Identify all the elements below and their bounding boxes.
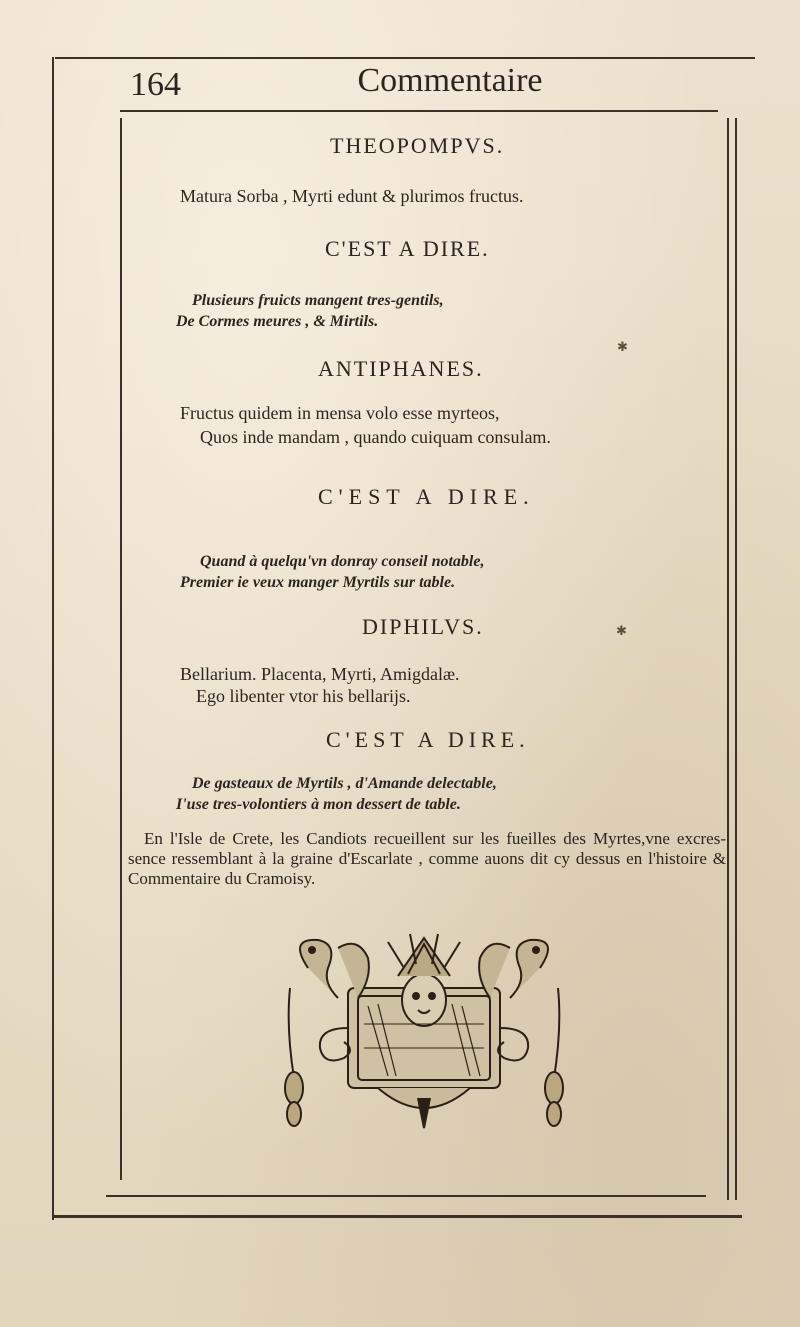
latin-verse: Fructus quidem in mensa volo esse myrteos, (180, 403, 500, 423)
section-heading: ANTIPHANES. (318, 356, 484, 381)
latin-verse: Quos inde mandam , quando cuiquam consulam. (200, 427, 551, 447)
woodcut-ornament-icon (268, 928, 580, 1133)
cest-a-dire-heading: C'EST A DIRE. (325, 236, 490, 261)
cest-a-dire-heading: C'EST A DIRE. (326, 727, 530, 752)
closing-paragraph: En l'Isle de Crete, les Candiots recueillent sur les fueilles des Myrtes,vne excres-sence ressemblant à la graine d'Escarlate , comme auons dit cy dessus en l'histoire & Commentaire du Cramoisy. (128, 829, 726, 888)
french-verse: Plusieurs fruicts mangent tres-gentils, (192, 292, 444, 309)
section-heading: THEOPOMPVS. (330, 133, 505, 158)
cest-a-dire-heading: C'EST A DIRE. (318, 484, 535, 509)
running-title: Commentaire (357, 62, 543, 99)
printer-speck: ✱ (617, 340, 628, 355)
french-verse: De gasteaux de Myrtils , d'Amande delectable, (192, 775, 497, 792)
frame-left-outer-rule (52, 57, 54, 1220)
frame-right-inner-rule (727, 118, 729, 1200)
page-number: 164 (130, 66, 181, 103)
latin-verse: Matura Sorba , Myrti edunt & plurimos fructus. (180, 186, 524, 206)
frame-bottom-outer-rule (52, 1215, 742, 1218)
frame-top-rule (55, 57, 755, 59)
latin-verse: Bellarium. Placenta, Myrti, Amigdalæ. (180, 664, 460, 684)
french-verse: Quand à quelqu'vn donray conseil notable, (200, 553, 485, 570)
french-verse: De Cormes meures , & Mirtils. (176, 313, 379, 330)
french-verse: I'use tres-volontiers à mon dessert de table. (176, 796, 461, 813)
latin-verse: Ego libenter vtor his bellarijs. (196, 686, 411, 706)
frame-left-inner-rule (120, 118, 122, 1180)
frame-right-outer-rule (735, 118, 737, 1200)
frame-bottom-inner-rule (106, 1195, 706, 1197)
french-verse: Premier ie veux manger Myrtils sur table. (180, 574, 456, 591)
printer-speck: ✱ (616, 624, 627, 639)
section-heading: DIPHILVS. (362, 614, 484, 639)
header-rule (120, 110, 718, 112)
